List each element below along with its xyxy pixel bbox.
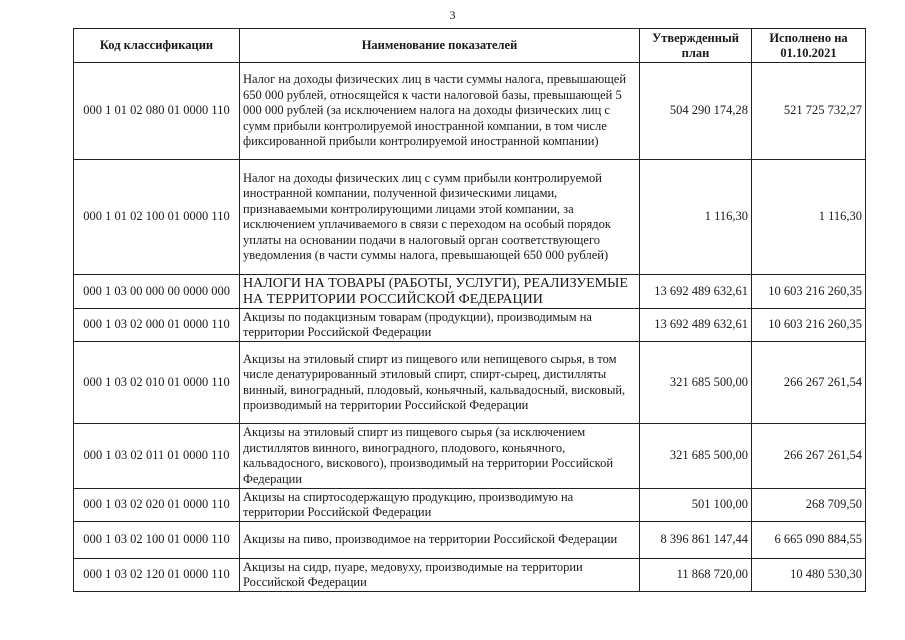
row-plan: 504 290 174,28: [640, 63, 752, 160]
header-executed: Исполнено на 01.10.2021: [752, 29, 866, 63]
row-code: 000 1 01 02 100 01 0000 110: [74, 160, 240, 275]
row-plan: 321 685 500,00: [640, 342, 752, 424]
row-executed: 10 603 216 260,35: [752, 309, 866, 342]
row-name: Акцизы по подакцизным товарам (продукции), производимым на территории Российской Федерации: [240, 309, 640, 342]
row-name: НАЛОГИ НА ТОВАРЫ (РАБОТЫ, УСЛУГИ), РЕАЛИЗУЕМЫЕ НА ТЕРРИТОРИИ РОССИЙСКОЙ ФЕДЕРАЦИИ: [240, 275, 640, 309]
table-row: [74, 63, 866, 160]
table-row: [74, 522, 866, 559]
row-plan: 13 692 489 632,61: [640, 275, 752, 309]
row-executed: 266 267 261,54: [752, 424, 866, 489]
row-executed: 6 665 090 884,55: [752, 522, 866, 559]
table-row: [74, 160, 866, 275]
row-name: Акцизы на пиво, производимое на территории Российской Федерации: [240, 522, 640, 559]
row-plan: 501 100,00: [640, 489, 752, 522]
row-name: Налог на доходы физических лиц с сумм прибыли контролируемой иностранной компании, полученной физическими лицами, признаваемыми контролирующими лицами этой компании, за исключением уплачиваемого в связи с переходом на особый порядок уплаты на основании подачи в налоговый орган соответствующего уведомления (в части суммы налога, превышающей 650 000 рублей): [240, 160, 640, 275]
header-code: Код классификации: [74, 29, 240, 63]
table-row: [74, 559, 866, 592]
row-executed: 521 725 732,27: [752, 63, 866, 160]
row-executed: 1 116,30: [752, 160, 866, 275]
row-name: Акцизы на сидр, пуаре, медовуху, производимые на территории Российской Федерации: [240, 559, 640, 592]
row-code: 000 1 03 02 011 01 0000 110: [74, 424, 240, 489]
row-name: Налог на доходы физических лиц в части суммы налога, превышающей 650 000 рублей, относящейся к части налоговой базы, превышающей 5 000 000 рублей (за исключением налога на доходы физических лиц с сумм прибыли контролируемой иностранной компании, в том числе фиксированной прибыли контролируемой иностранной компании): [240, 63, 640, 160]
row-executed: 10 603 216 260,35: [752, 275, 866, 309]
row-code: 000 1 03 02 100 01 0000 110: [74, 522, 240, 559]
row-name: Акцизы на этиловый спирт из пищевого сырья (за исключением дистиллятов винного, виноградного, плодового, коньячного, кальвадосного, вискового), производимый на территории Российской Федерации: [240, 424, 640, 489]
row-code: 000 1 03 02 020 01 0000 110: [74, 489, 240, 522]
header-plan: Утвержденный план: [640, 29, 752, 63]
row-code: 000 1 03 02 120 01 0000 110: [74, 559, 240, 592]
row-plan: 11 868 720,00: [640, 559, 752, 592]
table-row: [74, 342, 866, 424]
table-row: [74, 424, 866, 489]
table-header-row: [74, 29, 866, 63]
row-code: 000 1 03 02 000 01 0000 110: [74, 309, 240, 342]
page-number: 3: [449, 8, 456, 22]
row-plan: 13 692 489 632,61: [640, 309, 752, 342]
budget-table: [73, 28, 866, 592]
row-code: 000 1 03 00 000 00 0000 000: [74, 275, 240, 309]
table-row: [74, 275, 866, 309]
row-plan: 1 116,30: [640, 160, 752, 275]
row-plan: 321 685 500,00: [640, 424, 752, 489]
table-row: [74, 489, 866, 522]
row-executed: 266 267 261,54: [752, 342, 866, 424]
row-name: Акцизы на этиловый спирт из пищевого или непищевого сырья, в том числе денатурированный этиловый спирт, спирт-сырец, дистилляты винный, виноградный, плодовый, коньячный, кальвадосный, висковый, производимый на территории Российской Федерации: [240, 342, 640, 424]
header-name: Наименование показателей: [240, 29, 640, 63]
row-code: 000 1 01 02 080 01 0000 110: [74, 63, 240, 160]
table-row: [74, 309, 866, 342]
row-executed: 10 480 530,30: [752, 559, 866, 592]
row-name: Акцизы на спиртосодержащую продукцию, производимую на территории Российской Федерации: [240, 489, 640, 522]
row-code: 000 1 03 02 010 01 0000 110: [74, 342, 240, 424]
row-executed: 268 709,50: [752, 489, 866, 522]
row-plan: 8 396 861 147,44: [640, 522, 752, 559]
